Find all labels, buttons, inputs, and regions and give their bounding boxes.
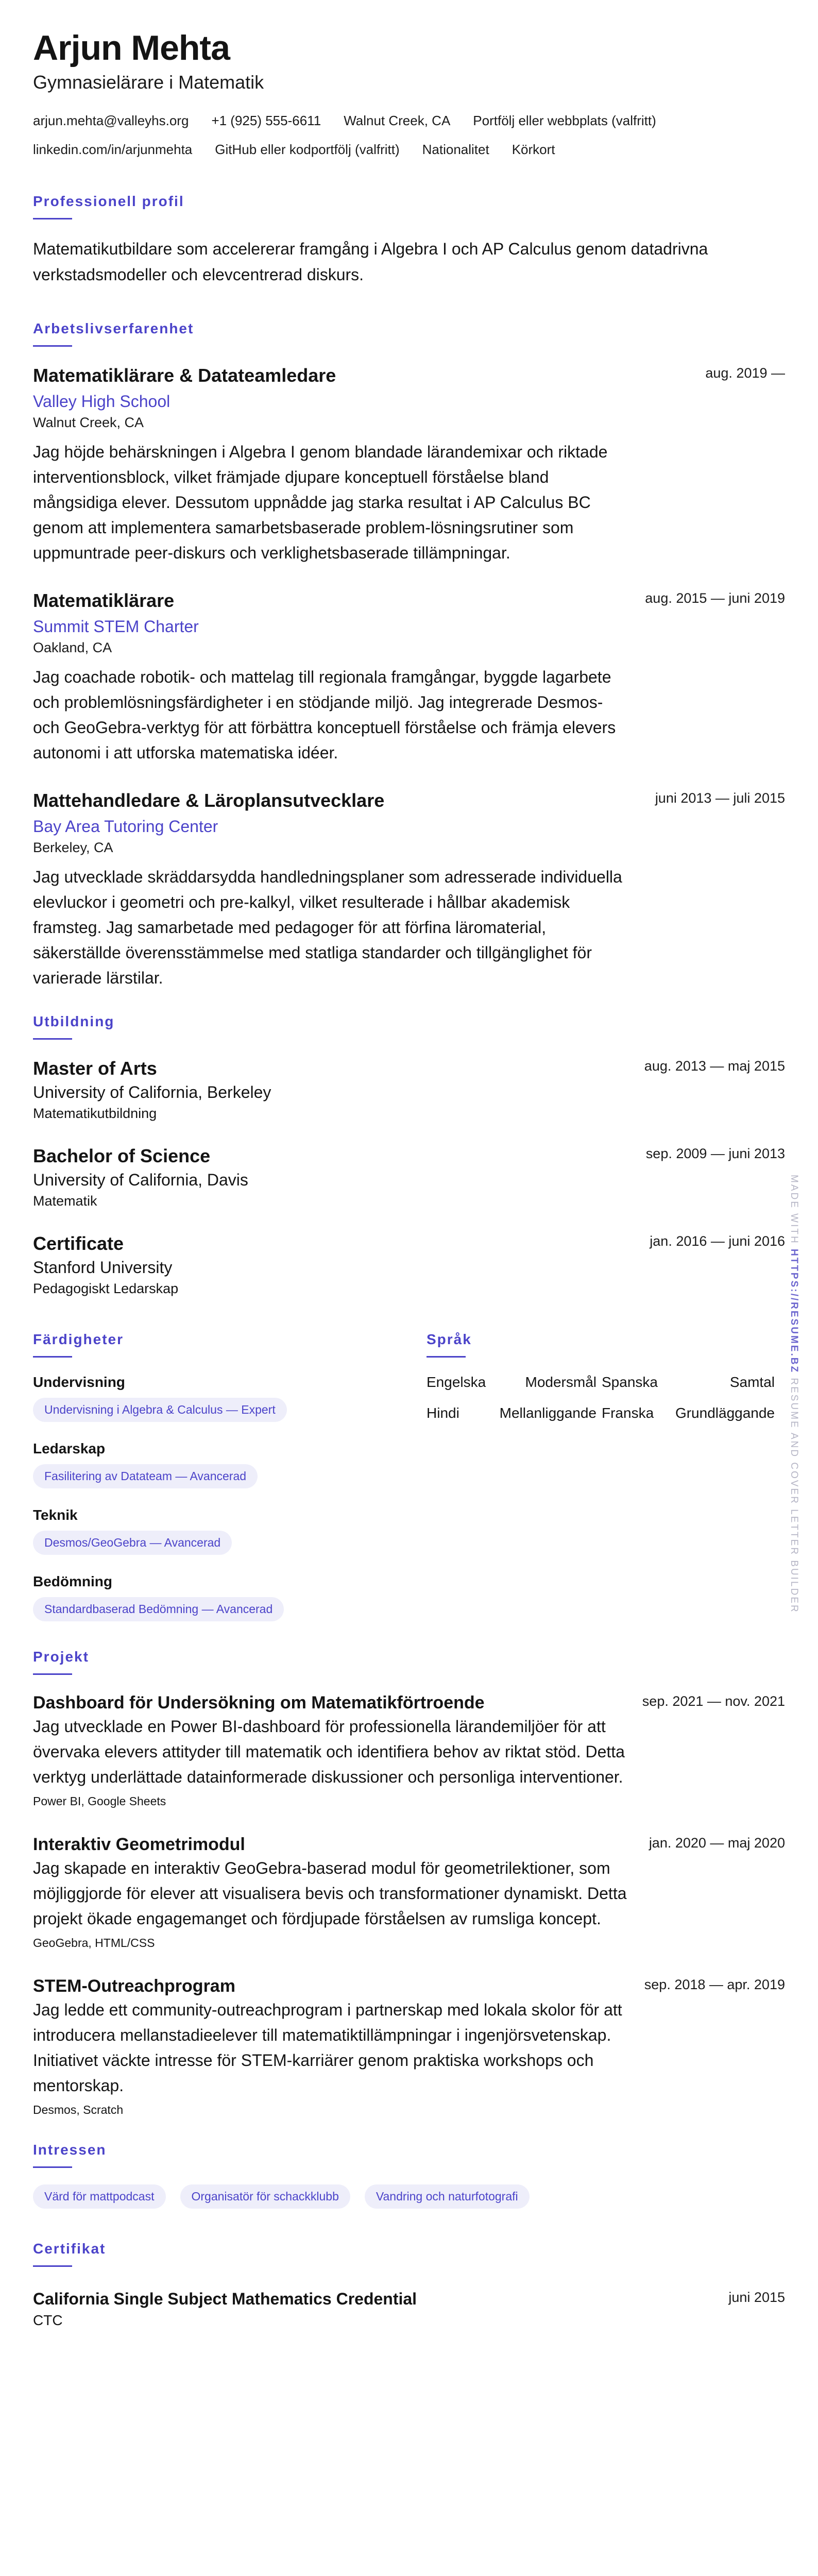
watermark-suffix: RESUME AND COVER LETTER BUILDER [789,1378,799,1614]
candidate-name: Arjun Mehta [33,28,230,67]
certificate-entry [33,2287,785,2331]
field-of-study: Pedagogiskt Ledarskap [33,1280,179,1296]
institution: University of California, Davis [33,1170,248,1189]
job-employer: Valley High School [33,392,171,411]
education-date: jan. 2016 — juni 2016 [650,1233,785,1249]
language-level: Samtal [729,1374,775,1390]
education-date: aug. 2013 — maj 2015 [644,1058,785,1074]
education-entry [33,1056,785,1123]
resume-page [33,29,785,2331]
education-date: sep. 2009 — juni 2013 [645,1145,785,1161]
institution: University of California, Berkeley [33,1082,271,1101]
project-description: Jag utvecklade en Power BI-dashboard för professionella lärandemiljöer för att övervaka elevers attityder till matematik och identifiera behov av riktat stöd. Detta verktyg underlättade datainformerade diskussioner och personliga interventioner. [33,1717,625,1786]
interest-tag: Värd för mattpodcast [33,2184,166,2209]
skill-tag: Standardbaserad Bedömning — Avancerad [33,1597,284,1621]
job-date: aug. 2015 — juni 2019 [645,590,785,606]
project-tech: GeoGebra, HTML/CSS [33,1936,155,1950]
experience-entry [33,588,785,766]
project-description: Jag skapade en interaktiv GeoGebra-baserad modul för geometrilektioner, som möjliggjorde för elever att visualisera bevis och transformationer dynamiskt. Detta projekt ökade engagemanget och fördjupade förståelsen av rumsliga koncept. [33,1858,627,1928]
section-divider [33,2265,72,2267]
job-employer: Summit STEM Charter [33,617,199,636]
skill-category: Bedömning [33,1573,112,1589]
project-date: sep. 2018 — apr. 2019 [644,1976,785,1992]
project-title: Interaktiv Geometrimodul [33,1834,245,1854]
project-title: STEM-Outreachprogram [33,1976,235,1996]
institution: Stanford University [33,1258,173,1277]
section-title-experience: Arbetslivserfarenhet [33,320,194,336]
language-name: Engelska [427,1374,486,1390]
section-title-certificates: Certifikat [33,2240,106,2257]
project-entry [33,1833,785,1952]
certificate-title: California Single Subject Mathematics Credential [33,2289,417,2308]
degree: Certificate [33,1232,124,1254]
profile-text: Matematikutbildare som accelererar framgång i Algebra I och AP Calculus genom datadrivna verkstadsmodeller och elevcentrerad diskurs. [33,239,708,284]
field-of-study: Matematikutbildning [33,1105,157,1121]
project-entry [33,1691,785,1810]
section-title-interests: Intressen [33,2141,107,2158]
language-level: Modersmål [525,1374,597,1390]
job-date: juni 2013 — juli 2015 [655,790,785,806]
job-date: aug. 2019 — [705,365,785,381]
certificate-issuer: CTC [33,2312,63,2328]
project-description: Jag ledde ett community-outreachprogram i partnerskap med lokala skolor för att introducera mellanstadieelever till matematiktillämpningar i ingenjörsvetenskap. Initiativet väckte intresse för STEM-karriärer genom praktiska workshops och mentorskap. [33,2000,622,2095]
section-title-profile: Professionell profil [33,193,184,209]
language-name: Franska [602,1404,654,1421]
section-title-projects: Projekt [33,1648,89,1665]
watermark-link[interactable]: HTTPS://RESUME.BZ [789,1249,799,1374]
section-divider [33,345,72,347]
contact-github[interactable]: GitHub eller kodportfölj (valfritt) [215,141,400,157]
job-description: Jag utvecklade skräddarsydda handledningsplaner som adresserade individuella elevluckor i geometri och pre-kalkyl, vilket resulterade i hållbar akademisk framsteg. Jag samarbetade med pedagoger för att förfina läromaterial, säkerställde överensstämmelse med statliga standarder och tillgänglighet för varierade lärstilar. [33,867,622,987]
language-name: Spanska [602,1374,658,1390]
project-tech: Power BI, Google Sheets [33,1794,166,1808]
skill-category: Ledarskap [33,1440,106,1456]
job-employer: Bay Area Tutoring Center [33,817,218,836]
field-of-study: Matematik [33,1193,97,1209]
languages-column [427,1319,785,1421]
skill-tag: Desmos/GeoGebra — Avancerad [33,1531,232,1555]
language-name: Hindi [427,1404,459,1421]
contact-location: Walnut Creek, CA [344,112,451,128]
builder-watermark [788,1175,799,1614]
interest-list [33,2184,785,2209]
experience-entry [33,363,785,566]
project-title: Dashboard för Undersökning om Matematikförtroende [33,1692,485,1713]
language-list [427,1374,785,1421]
section-divider [33,218,72,219]
contact-linkedin[interactable]: linkedin.com/in/arjunmehta [33,141,193,157]
section-divider [33,1673,72,1675]
section-title-languages: Språk [427,1331,472,1347]
skill-category: Teknik [33,1506,78,1523]
interest-tag: Organisatör för schackklubb [180,2184,350,2209]
contact-list [33,112,785,158]
job-description: Jag coachade robotik- och mattelag till regionala framgångar, byggde lagarbete och problemlösningsfärdigheter i en stödjande miljö. Jag integrerade Desmos- och GeoGebra-verktyg för att förbättra konceptuell förståelse och främja elevers autonomi i att utforska matematiska idéer. [33,667,616,762]
candidate-title: Gymnasielärare i Matematik [33,71,264,93]
language-level: Mellanliggande [499,1404,597,1421]
project-date: sep. 2021 — nov. 2021 [642,1693,785,1709]
degree: Bachelor of Science [33,1145,211,1166]
job-description: Jag höjde behärskningen i Algebra I genom blandade lärandemixar och riktade interventionsblock, vilket främjade djupare konceptuell förståelse bland mångsidiga elever. Dessutom uppnådde jag starka resultat i AP Calculus BC genom att implementera samarbetsbaserade problem-lösningsrutiner som uppmuntrade peer-diskurs och verklighetsbaserade tillämpningar. [33,442,608,562]
experience-entry [33,788,785,991]
skill-category: Undervisning [33,1374,125,1390]
skill-tag: Undervisning i Algebra & Calculus — Expert [33,1398,287,1422]
project-date: jan. 2020 — maj 2020 [649,1835,785,1851]
job-location: Berkeley, CA [33,839,113,855]
contact-portfolio[interactable]: Portfölj eller webbplats (valfritt) [473,112,656,128]
contact-email[interactable]: arjun.mehta@valleyhs.org [33,112,189,128]
section-divider [427,1356,466,1358]
language-level: Grundläggande [675,1404,775,1421]
skills-languages-row [33,1319,785,1649]
project-entry [33,1975,785,2119]
section-divider [33,1356,72,1358]
section-divider [33,1038,72,1040]
watermark-prefix: MADE WITH [789,1175,799,1245]
interest-tag: Vandring och naturfotografi [365,2184,530,2209]
section-divider [33,2166,72,2168]
job-title: Mattehandledare & Läroplansutvecklare [33,789,385,811]
education-entry [33,1231,785,1298]
degree: Master of Arts [33,1057,157,1079]
job-location: Walnut Creek, CA [33,414,144,430]
certificate-date: juni 2015 [728,2289,785,2305]
job-title: Matematiklärare & Datateamledare [33,364,336,386]
job-location: Oakland, CA [33,639,112,655]
section-title-skills: Färdigheter [33,1331,124,1347]
skill-tag: Fasilitering av Datateam — Avancerad [33,1464,258,1488]
contact-drivers-license: Körkort [512,141,555,157]
contact-nationality: Nationalitet [422,141,489,157]
section-title-education: Utbildning [33,1013,115,1029]
skills-column [33,1319,404,1637]
education-entry [33,1144,785,1211]
contact-phone[interactable]: +1 (925) 555-6611 [211,112,321,128]
job-title: Matematiklärare [33,589,175,611]
project-tech: Desmos, Scratch [33,2103,124,2116]
